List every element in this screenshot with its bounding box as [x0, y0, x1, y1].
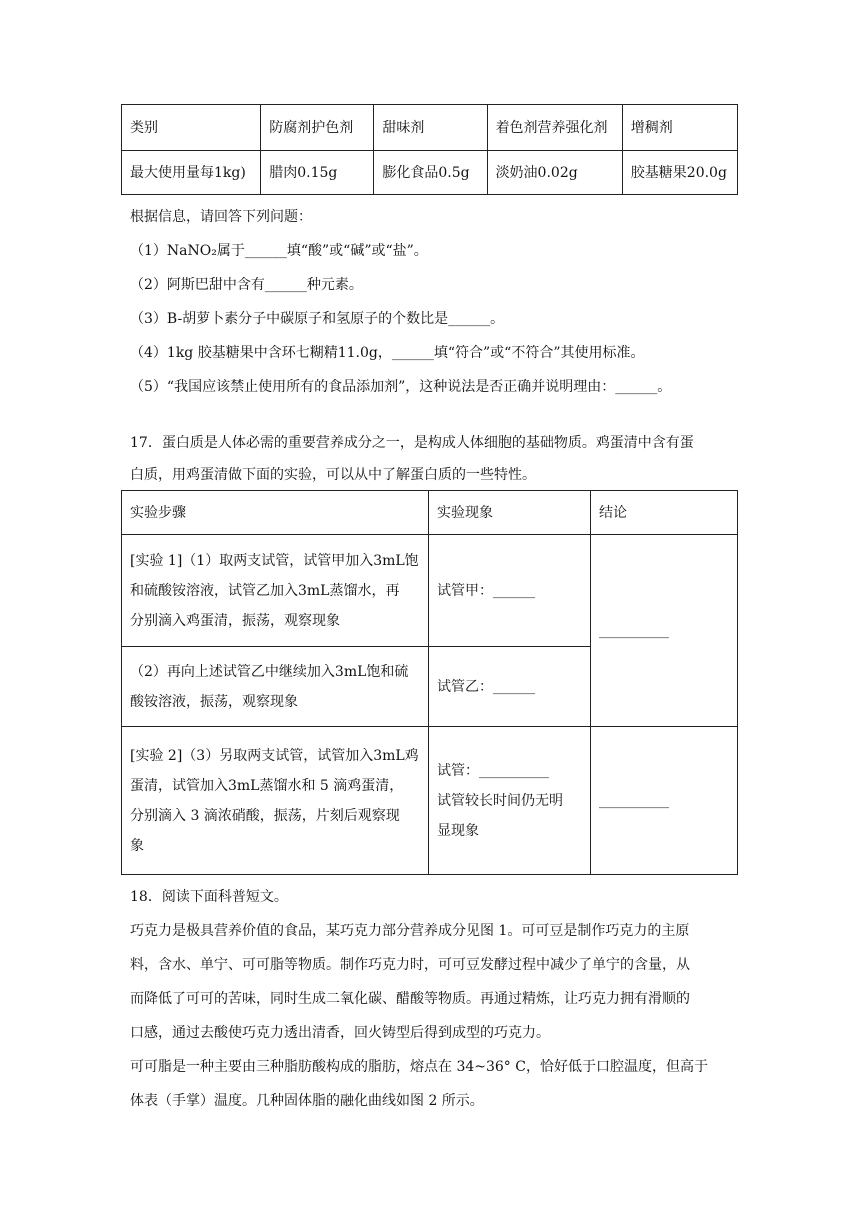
table-header-cell: 类别: [122, 105, 261, 151]
conclusion-2: __________: [591, 727, 738, 875]
step-1-line: 分别滴入鸡蛋清，振荡，观察现象: [130, 612, 340, 629]
obs-3-line: 试管：__________: [437, 762, 549, 779]
table-cell: 膨化食品0.5g: [374, 151, 487, 195]
table-cell: 胶基糖果20.0g: [622, 151, 737, 195]
step-1-line: 和硫酸铵溶液，试管乙加入3mL蒸馏水，再: [130, 582, 400, 599]
step-2-line: 酸铵溶液，振荡，观察现象: [130, 693, 298, 710]
experiment-step-2: [122, 647, 429, 727]
q18-title: 18．阅读下面科普短文。: [130, 889, 288, 905]
step-1-line: [实验 1]（1）取两支试管，试管甲加入3mL饱: [130, 552, 419, 569]
q16-intro: 根据信息，请回答下列问题：: [130, 209, 312, 225]
experiment-table: [121, 490, 738, 875]
step-3-line: 分别滴入 3 滴浓硝酸，振荡，片刻后观察现: [130, 807, 400, 824]
table-cell: 淡奶油0.02g: [487, 151, 622, 195]
step-3-line: [实验 2]（3）另取两支试管，试管加入3mL鸡: [130, 747, 419, 764]
observation-1: 试管甲：______: [429, 535, 591, 647]
q18-para2-line: 体表（手掌）温度。几种固体脂的融化曲线如图 2 所示。: [130, 1093, 484, 1109]
step-2-line: （2）再向上述试管乙中继续加入3mL饱和硫: [130, 663, 409, 680]
conclusion-1: __________: [591, 535, 738, 727]
step-3-line: 象: [130, 837, 144, 854]
q16-item-5: （5）“我国应该禁止使用所有的食品添加剂”，这种说法是否正确并说明理由：______。: [130, 379, 672, 395]
table-header-cell: 增稠剂: [622, 105, 737, 151]
experiment-step-1: [122, 535, 429, 647]
table-cell: 腊肉0.15g: [261, 151, 374, 195]
obs-3-line: 试管较长时间仍无明: [437, 792, 563, 809]
experiment-header-cell: 实验步骤: [122, 491, 429, 535]
observation-2: 试管乙：______: [429, 647, 591, 727]
q16-item-2: （2）阿斯巴甜中含有______种元素。: [130, 277, 363, 293]
experiment-header-cell: 结论: [591, 491, 738, 535]
q18-para1-line: 料，含水、单宁、可可脂等物质。制作巧克力时，可可豆发酵过程中减少了单宁的含量，从: [130, 957, 690, 973]
q18-para1-line: 巧克力是极具营养价值的食品，某巧克力部分营养成分见图 1。可可豆是制作巧克力的主原: [130, 923, 690, 939]
observation-3: [429, 727, 591, 875]
q17-line-2: 白质，用鸡蛋清做下面的实验，可以从中了解蛋白质的一些特性。: [130, 467, 536, 483]
q16-item-1: （1）NaNO₂属于______填“酸”或“碱”或“盐”。: [130, 243, 428, 259]
additive-table: [121, 104, 738, 195]
experiment-header-cell: 实验现象: [429, 491, 591, 535]
q18-para2-line: 可可脂是一种主要由三种脂肪酸构成的脂肪，熔点在 34~36° C，恰好低于口腔温度，但高于: [130, 1059, 708, 1075]
step-3-line: 蛋清，试管加入3mL蒸馏水和 5 滴鸡蛋清，: [130, 777, 404, 794]
q16-item-4: （4）1kg 胶基糖果中含环七糊精11.0g，______填“符合”或“不符合”其使用标准。: [130, 345, 645, 361]
table-header-cell: 着色剂营养强化剂: [487, 105, 622, 151]
table-header-cell: 甜味剂: [374, 105, 487, 151]
q18-para1-line: 而降低了可可的苦味，同时生成二氧化碳、醋酸等物质。再通过精炼，让巧克力拥有滑顺的: [130, 991, 690, 1007]
table-header-cell: 防腐剂护色剂: [261, 105, 374, 151]
experiment-step-3: [122, 727, 429, 875]
table-cell: 最大使用量每1kg): [122, 151, 261, 195]
q17-line-1: 17．蛋白质是人体必需的重要营养成分之一，是构成人体细胞的基础物质。鸡蛋清中含有蛋: [130, 435, 694, 451]
q16-item-3: （3）B-胡萝卜素分子中碳原子和氢原子的个数比是______。: [130, 311, 505, 327]
obs-3-line: 显现象: [437, 822, 479, 839]
q18-para1-line: 口感，通过去酸使巧克力透出清香，回火铸型后得到成型的巧克力。: [130, 1025, 550, 1041]
